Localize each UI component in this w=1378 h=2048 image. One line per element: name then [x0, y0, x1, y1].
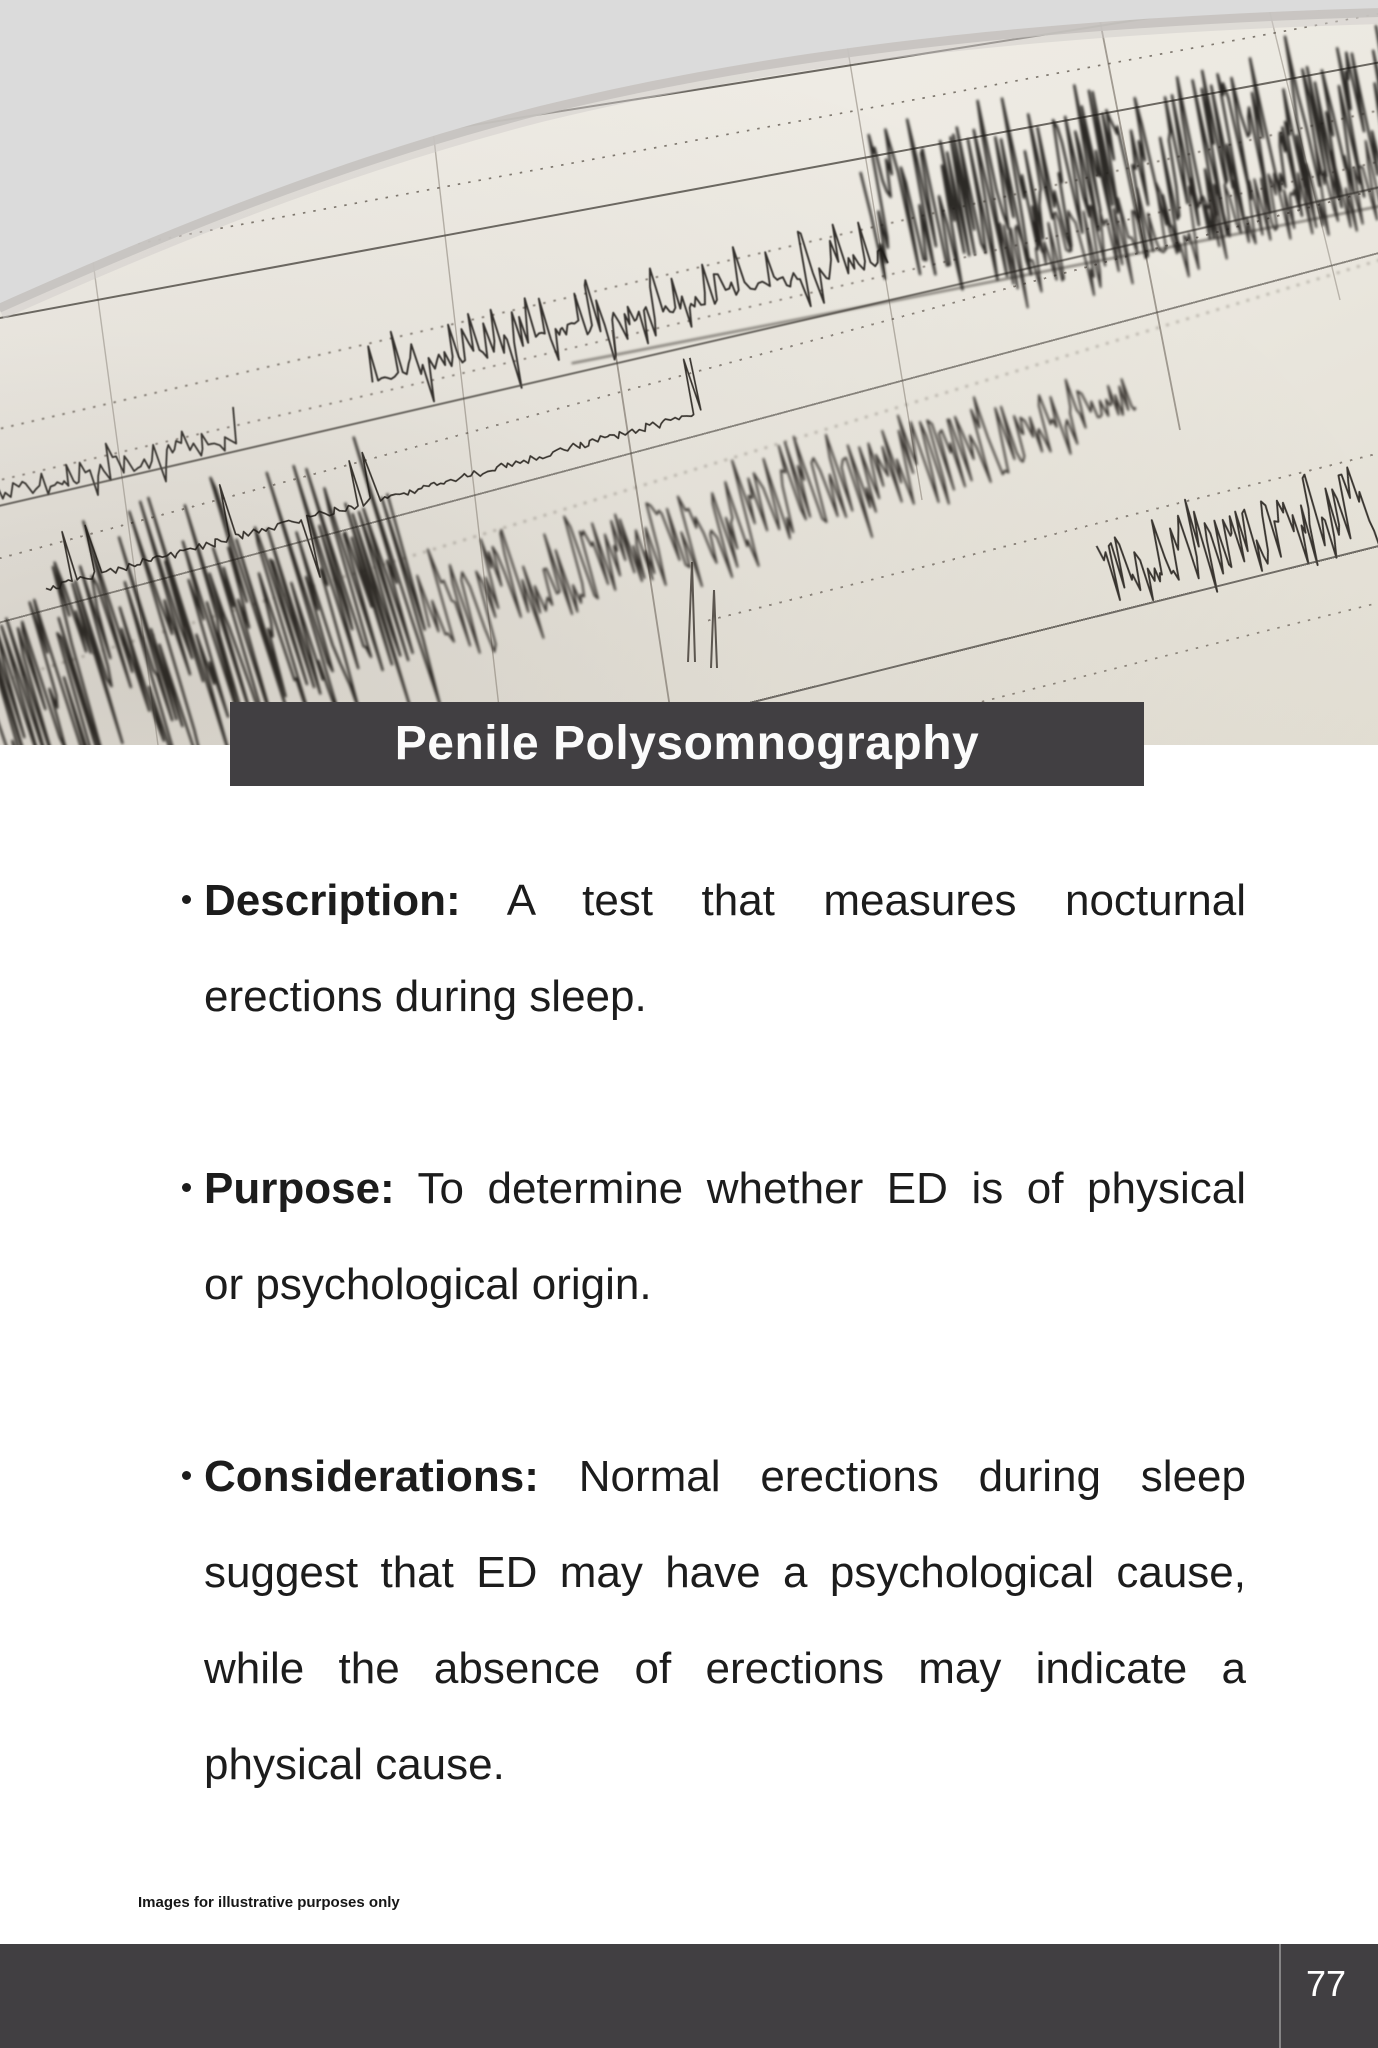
- bullet-line: [204, 853, 1246, 949]
- bullet-label: Purpose:: [204, 1164, 395, 1213]
- disclaimer-text: Images for illustrative purposes only: [138, 1894, 400, 1911]
- bullet-line: suggest that ED may have a psychological cause,: [204, 1548, 1246, 1597]
- bullet-line: or psychological origin.: [204, 1260, 652, 1309]
- bullet-line: while the absence of erections may indicate a: [204, 1644, 1246, 1693]
- list-item: [182, 1141, 1246, 1333]
- polysomnogram-photo: [0, 0, 1378, 745]
- title-banner: [230, 702, 1144, 786]
- bullet-icon: [182, 1183, 191, 1192]
- bullet-icon: [182, 1471, 191, 1480]
- bullet-line-text: Normal erections during sleep: [578, 1452, 1246, 1501]
- list-item: [182, 1429, 1246, 1813]
- bullet-line: erections during sleep.: [204, 972, 647, 1021]
- page-number: 77: [1305, 1963, 1347, 2004]
- bullet-label: Description:: [204, 876, 461, 925]
- footer-bar: [0, 1944, 1378, 2048]
- bullet-line: physical cause.: [204, 1740, 505, 1789]
- bullet-line: [204, 1429, 1246, 1525]
- bullet-text: [204, 853, 1246, 1045]
- list-item: [182, 853, 1246, 1045]
- bullet-icon: [182, 895, 191, 904]
- bullet-line-text: To determine whether ED is of physical: [417, 1164, 1246, 1213]
- polysomnogram-traces-svg: [0, 0, 1378, 745]
- bullet-line-text: A test that measures nocturnal: [506, 876, 1246, 925]
- bullet-line: [204, 1141, 1246, 1237]
- bullet-text: [204, 1141, 1246, 1333]
- bullet-list: [182, 853, 1246, 1813]
- page-title: Penile Polysomnography: [394, 717, 980, 770]
- bullet-text: [204, 1429, 1246, 1813]
- bullet-label: Considerations:: [204, 1452, 539, 1501]
